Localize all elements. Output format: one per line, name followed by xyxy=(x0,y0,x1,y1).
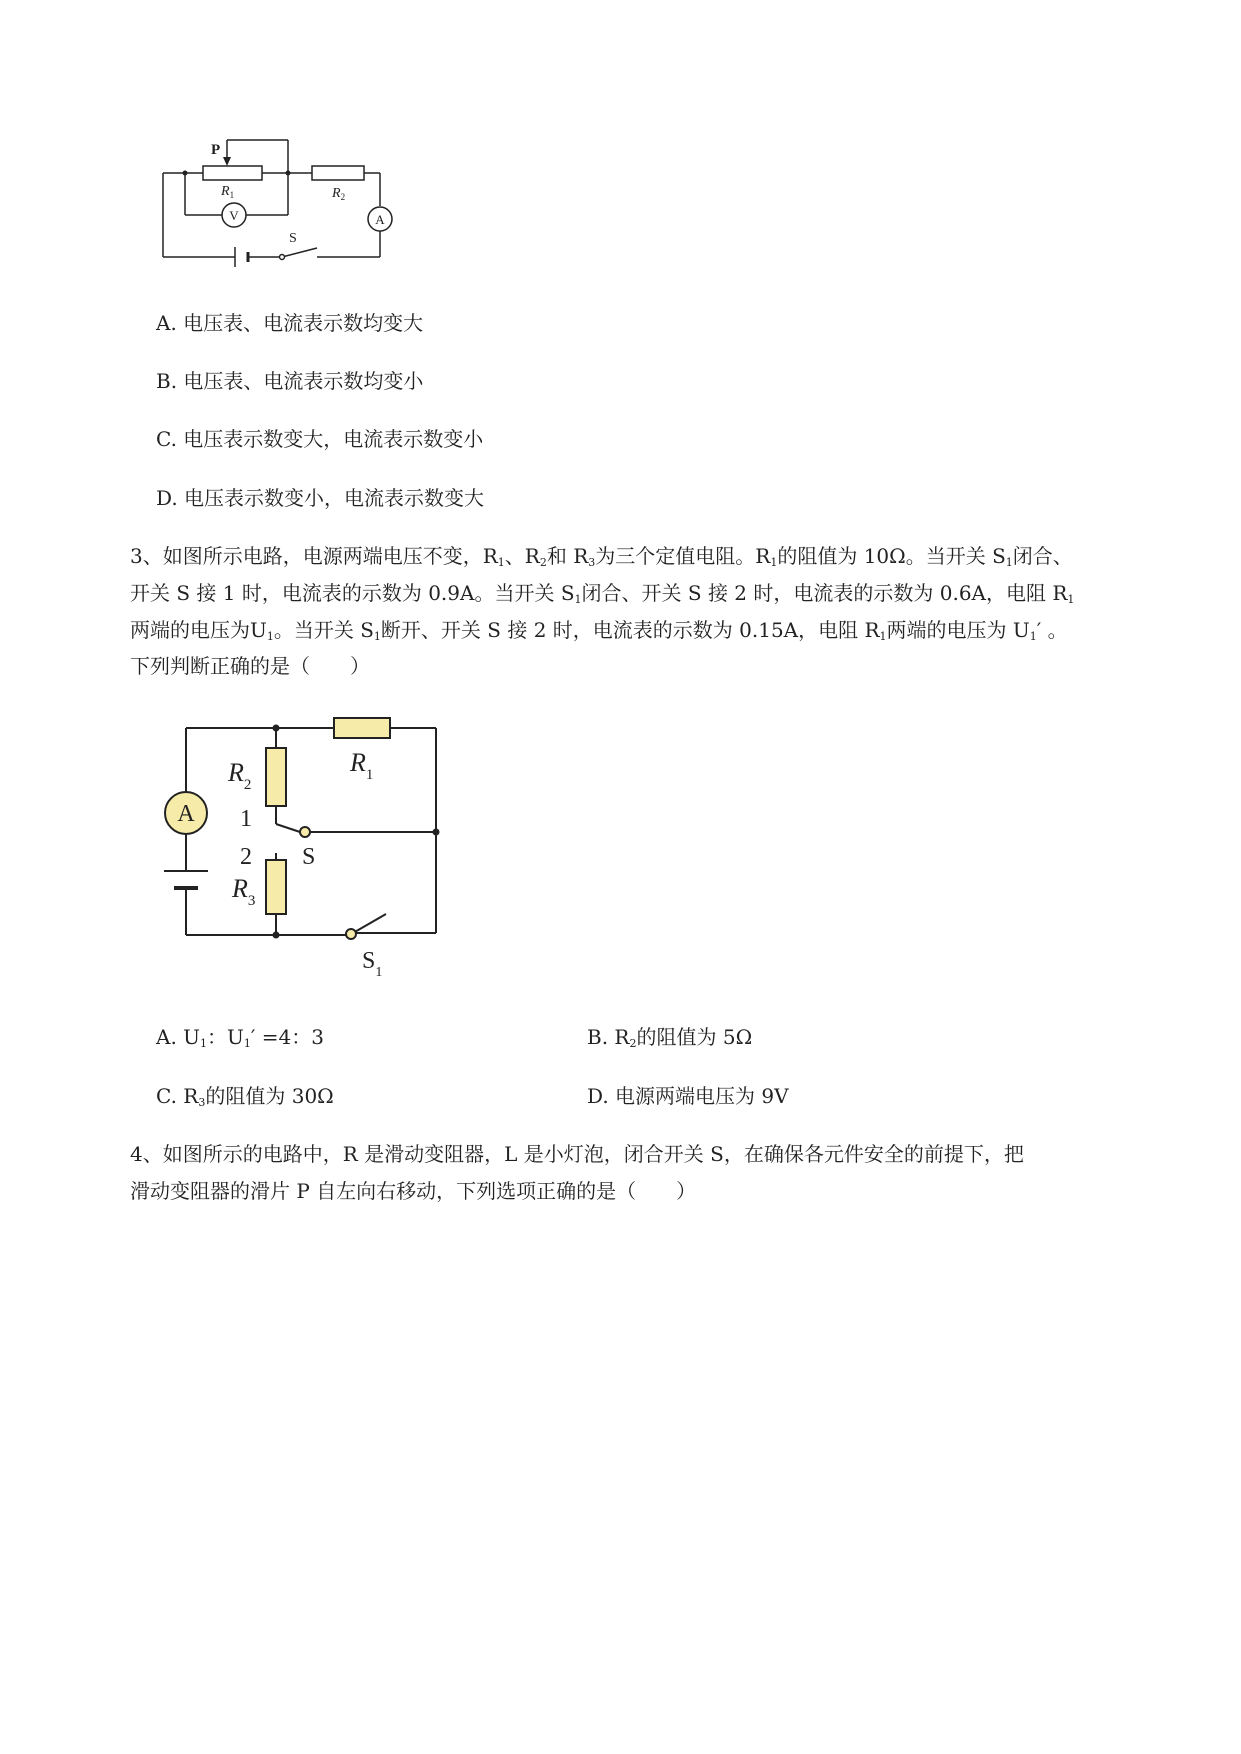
q2-option-a[interactable]: A. 电压表、电流表示数均变大 xyxy=(156,311,424,335)
q3-circuit-diagram xyxy=(150,708,470,988)
q3-label-terminal-1: 1 xyxy=(240,806,252,832)
q3-label-terminal-2: 2 xyxy=(240,844,252,870)
q4-stem-line-2: 滑动变阻器的滑片 P 自左向右移动，下列选项正确的是（ ） xyxy=(130,1179,697,1203)
q3-switch-s1-contact-icon xyxy=(346,929,356,939)
q3-option-d[interactable]: D. 电源两端电压为 9V xyxy=(587,1084,789,1108)
q3-label-r3: $R_3$ xyxy=(232,874,256,909)
q2-option-d[interactable]: D. 电压表示数变小，电流表示数变大 xyxy=(156,486,485,510)
q3-label-r1: $R_1$ xyxy=(350,748,374,783)
q3-resistor-r3 xyxy=(266,860,286,914)
q2-resistor-r1 xyxy=(203,166,262,180)
q3-stem-line-3: 两端的电压为$U_1$。当开关 $S_1$断开、开关 S 接 2 时，电流表的示数为 0.15A，电阻 $R_1$两端的电压为 $U_1'$ 。 xyxy=(130,618,1068,643)
q2-label-v: V xyxy=(229,208,239,223)
q4-stem-line-1: 4、如图所示的电路中，R 是滑动变阻器，L 是小灯泡，闭合开关 S，在确保各元件安全的前提下，把 xyxy=(130,1142,1024,1166)
q3-option-a[interactable]: A. $U_1$：$U_1' =4$：3 xyxy=(156,1025,324,1050)
q3-label-s1: $S_1$ xyxy=(362,948,383,980)
q3-resistor-r2 xyxy=(266,748,286,806)
q3-label-r2: $R_2$ xyxy=(228,758,252,793)
q2-circuit-diagram xyxy=(150,135,440,290)
q3-stem-line-1: 3、如图所示电路，电源两端电压不变，$R_1$、$R_2$和 $R_3$为三个定值电阻。$R_1$的阻值为 10Ω。当开关 $S_1$闭合、 xyxy=(130,544,1073,569)
q3-option-b[interactable]: B. $R_2$的阻值为 5Ω xyxy=(587,1025,753,1050)
q3-label-a: A xyxy=(177,801,195,827)
q2-label-r2: $R_2$ xyxy=(332,186,346,202)
q2-label-a: A xyxy=(375,212,385,227)
q3-label-s: S xyxy=(302,844,316,870)
q2-resistor-r2 xyxy=(312,166,364,180)
q3-stem-line-4: 下列判断正确的是（ ） xyxy=(130,654,370,678)
q2-label-s: S xyxy=(289,231,297,246)
q3-resistor-r1 xyxy=(334,718,390,738)
q3-switch-s-contact-icon xyxy=(300,827,310,837)
q2-switch-contact-icon xyxy=(280,255,285,260)
q3-stem-line-2: 开关 S 接 1 时，电流表的示数为 0.9A。当开关 $S_1$闭合、开关 S 接 2 时，电流表的示数为 0.6A，电阻 $R_1$ xyxy=(130,581,1075,606)
q2-label-r1: $R_1$ xyxy=(221,184,235,200)
q3-option-c[interactable]: C. $R_3$的阻值为 30Ω xyxy=(156,1084,334,1109)
q2-label-p: P xyxy=(211,142,221,158)
q2-option-b[interactable]: B. 电压表、电流表示数均变小 xyxy=(156,369,424,393)
q2-option-c[interactable]: C. 电压表示数变大，电流表示数变小 xyxy=(156,427,484,451)
q2-slider-arrow-icon xyxy=(223,157,231,166)
